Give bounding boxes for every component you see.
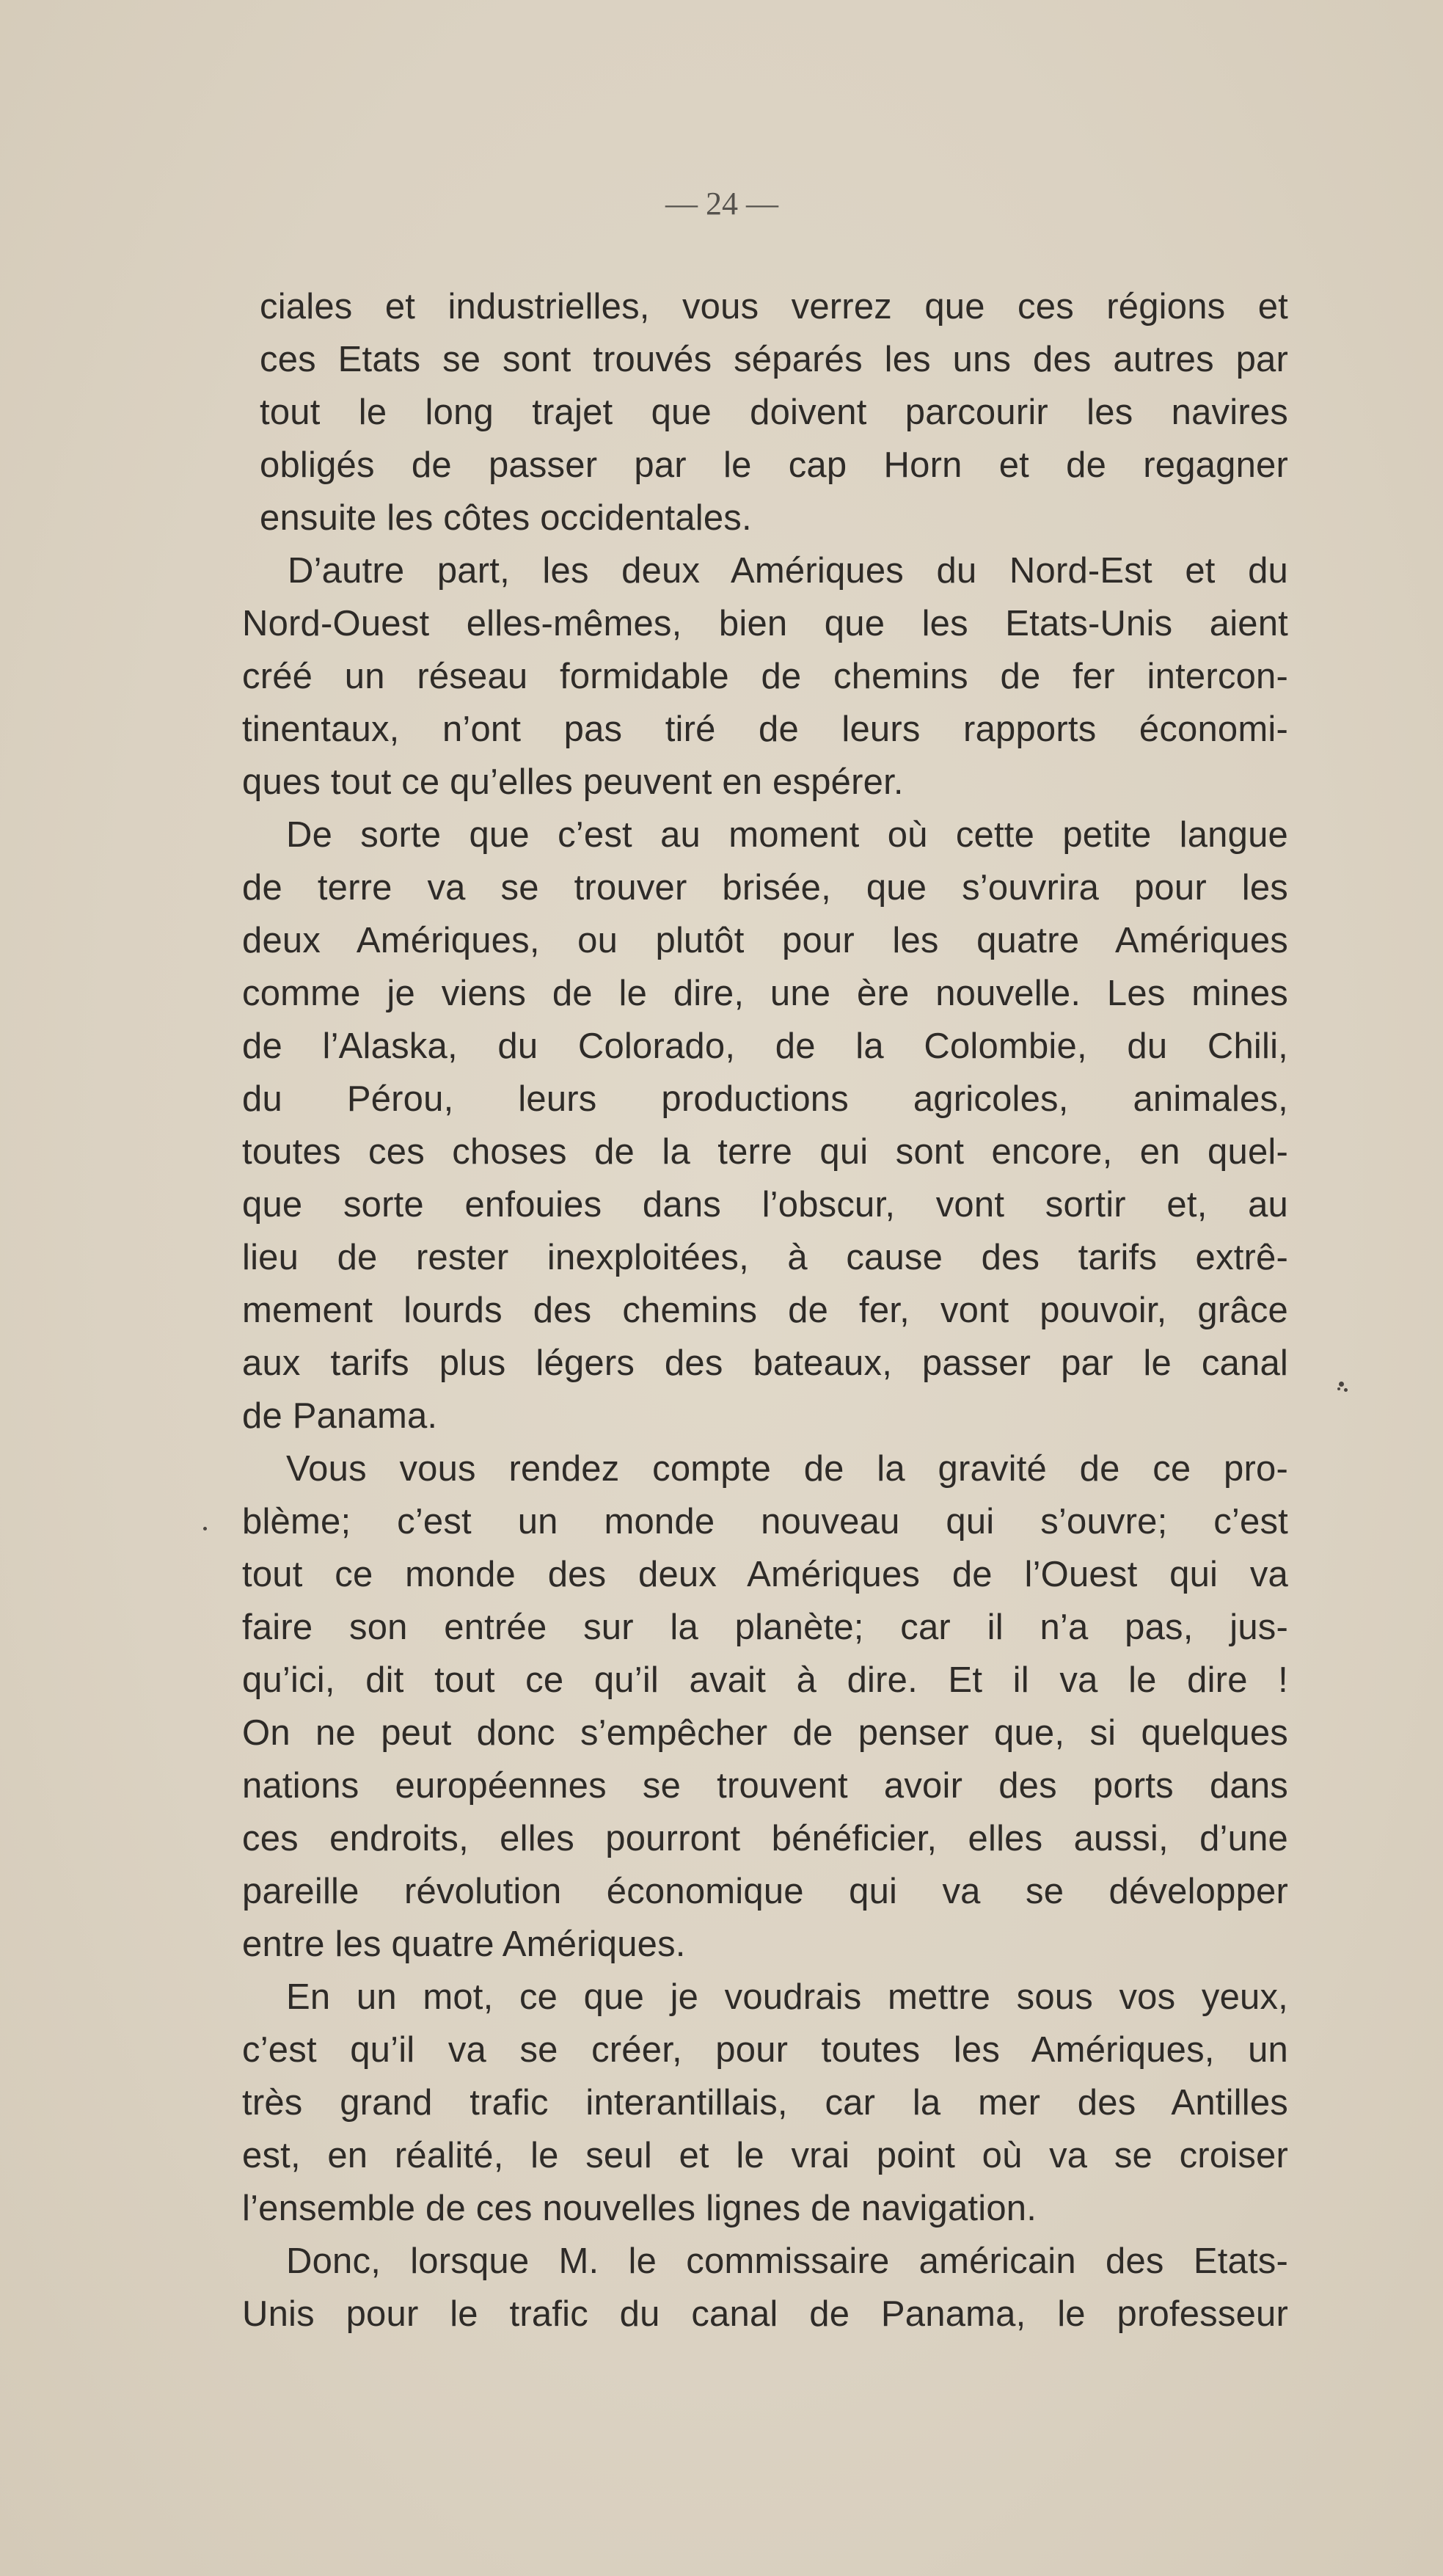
paragraph-start-line: Donc, lorsque M. le commissaire américain des Etats- (286, 2241, 1288, 2281)
text-line: obligés de passer par le cap Horn et de regagner (260, 445, 1288, 485)
ink-speck (203, 1527, 207, 1530)
text-line: On ne peut donc s’empêcher de penser que, si quelques (242, 1713, 1288, 1753)
text-line: ces endroits, elles pourront bénéficier, elles aussi, d’une (242, 1819, 1288, 1858)
text-line: créé un réseau formidable de chemins de fer intercon- (242, 657, 1288, 696)
text-line: pareille révolution économique qui va se développer (242, 1872, 1288, 1911)
text-line: ces Etats se sont trouvés séparés les uns des autres par (260, 340, 1288, 379)
text-line: que sorte enfouies dans l’obscur, vont sortir et, au (242, 1185, 1288, 1225)
text-line: Unis pour le trafic du canal de Panama, le professeur (242, 2294, 1288, 2334)
text-line: mement lourds des chemins de fer, vont pouvoir, grâce (242, 1291, 1288, 1330)
text-line: de Panama. (242, 1396, 438, 1436)
text-line: ques tout ce qu’elles peuvent en espérer. (242, 762, 904, 802)
text-line: c’est qu’il va se créer, pour toutes les Amériques, un (242, 2030, 1288, 2070)
text-line: aux tarifs plus légers des bateaux, passer par le canal (242, 1343, 1288, 1383)
text-line: qu’ici, dit tout ce qu’il avait à dire. Et il va le dire ! (242, 1660, 1288, 1700)
text-line: est, en réalité, le seul et le vrai point où va se croiser (242, 2136, 1288, 2175)
text-line: ensuite les côtes occidentales. (260, 498, 752, 538)
paragraph-start-line: De sorte que c’est au moment où cette petite langue (286, 815, 1288, 855)
text-line: l’ensemble de ces nouvelles lignes de navigation. (242, 2189, 1037, 2228)
paragraph-start-line: D’autre part, les deux Amériques du Nord-Est et du (288, 551, 1288, 591)
ink-speck (1339, 1382, 1344, 1387)
text-line: faire son entrée sur la planète; car il n’a pas, jus- (242, 1608, 1288, 1647)
text-line: toutes ces choses de la terre qui sont encore, en quel- (242, 1132, 1288, 1172)
page-number: — 24 — (665, 186, 778, 222)
text-line: tout ce monde des deux Amériques de l’Ouest qui va (242, 1555, 1288, 1594)
text-line: entre les quatre Amériques. (242, 1924, 686, 1964)
ink-speck (1344, 1388, 1348, 1392)
ink-speck (1337, 1387, 1340, 1390)
body-text (242, 280, 1288, 2340)
paragraph-start-line: Vous vous rendez compte de la gravité de ce pro- (286, 1449, 1288, 1489)
text-line: du Pérou, leurs productions agricoles, animales, (242, 1079, 1288, 1119)
text-line: deux Amériques, ou plutôt pour les quatre Amériques (242, 921, 1288, 960)
text-line: Nord-Ouest elles-mêmes, bien que les Etats-Unis aient (242, 604, 1288, 643)
paragraph-start-line: En un mot, ce que je voudrais mettre sous vos yeux, (286, 1977, 1288, 2017)
text-line: de l’Alaska, du Colorado, de la Colombie, du Chili, (242, 1026, 1288, 1066)
text-line: tinentaux, n’ont pas tiré de leurs rapports économi- (242, 709, 1288, 749)
text-line: comme je viens de le dire, une ère nouvelle. Les mines (242, 974, 1288, 1013)
text-line: lieu de rester inexploitées, à cause des tarifs extrê- (242, 1238, 1288, 1277)
text-line: de terre va se trouver brisée, que s’ouvrira pour les (242, 868, 1288, 908)
text-line: tout le long trajet que doivent parcourir les navires (260, 393, 1288, 432)
text-line: ciales et industrielles, vous verrez que ces régions et (260, 287, 1288, 326)
text-line: nations européennes se trouvent avoir des ports dans (242, 1766, 1288, 1806)
text-line: blème; c’est un monde nouveau qui s’ouvre; c’est (242, 1502, 1288, 1541)
text-line: très grand trafic interantillais, car la mer des Antilles (242, 2083, 1288, 2123)
